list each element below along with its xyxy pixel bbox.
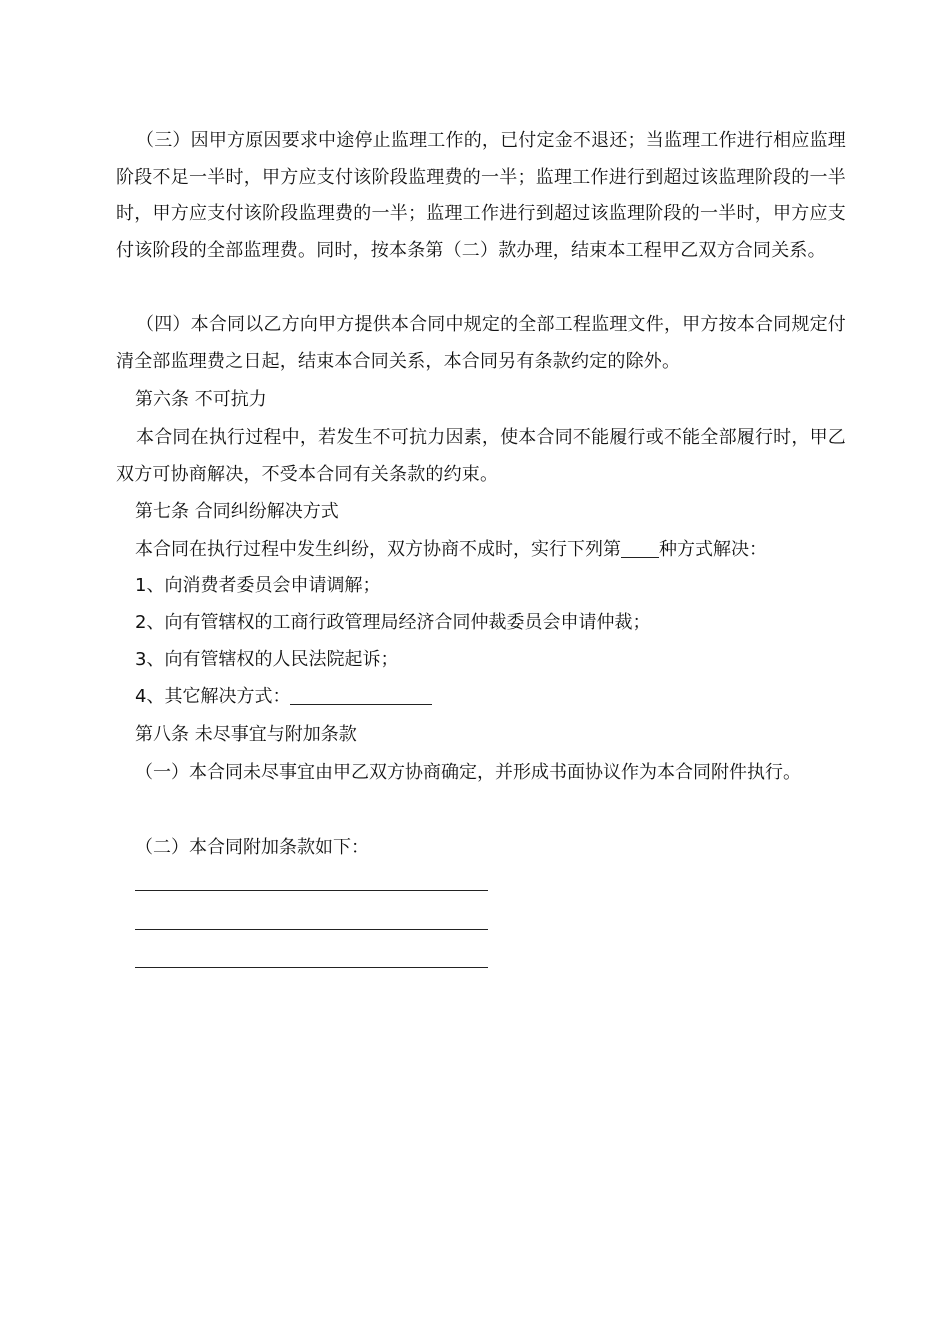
clause8-item1: （一）本合同未尽事宜由甲乙双方协商确定，并形成书面协议作为本合同附件执行。 (135, 762, 801, 783)
clause7-option-1: 1、向消费者委员会申请调解； (135, 575, 381, 596)
clause8-item2: （二）本合同附加条款如下： (135, 837, 369, 858)
clause7-intro-before: 本合同在执行过程中发生纠纷，双方协商不成时，实行下列第 (135, 539, 621, 560)
clause7-intro (135, 538, 767, 562)
clause7-option-4-row (135, 685, 432, 709)
additional-terms-blank-line-3[interactable] (135, 967, 488, 968)
clause6-body: 本合同在执行过程中，若发生不可抗力因素，使本合同不能履行或不能全部履行时，甲乙双方可协商解决，不受本合同有关条款的约束。 (116, 427, 846, 485)
clause5-item4-paragraph: （四）本合同以乙方向甲方提供本合同中规定的全部工程监理文件，甲方按本合同规定付清全部监理费之日起，结束本合同关系，本合同另有条款约定的除外。 (116, 314, 846, 372)
other-method-blank[interactable] (290, 686, 432, 705)
method-number-blank[interactable] (621, 539, 659, 558)
additional-terms-blank-line-2[interactable] (135, 929, 488, 930)
clause7-option-3: 3、向有管辖权的人民法院起诉； (135, 649, 399, 670)
additional-terms-blank-line-1[interactable] (135, 890, 488, 891)
clause7-option-4: 4、其它解决方式： (135, 686, 291, 707)
clause8-heading: 第八条 未尽事宜与附加条款 (135, 724, 357, 745)
clause6-heading: 第六条 不可抗力 (135, 389, 267, 410)
clause7-option-2: 2、向有管辖权的工商行政管理局经济合同仲裁委员会申请仲裁； (135, 612, 651, 633)
clause5-item3-paragraph: （三）因甲方原因要求中途停止监理工作的，已付定金不退还；当监理工作进行相应监理阶段不足一半时，甲方应支付该阶段监理费的一半；监理工作进行到超过该监理阶段的一半时，甲方应支付该阶段监理费的一半；监理工作进行到超过该监理阶段的一半时，甲方应支付该阶段的全部监理费。同时，按本条第（二）款办理，结束本工程甲乙双方合同关系。 (116, 130, 846, 261)
clause7-heading: 第七条 合同纠纷解决方式 (135, 501, 339, 522)
clause7-intro-after: 种方式解决： (659, 539, 767, 560)
